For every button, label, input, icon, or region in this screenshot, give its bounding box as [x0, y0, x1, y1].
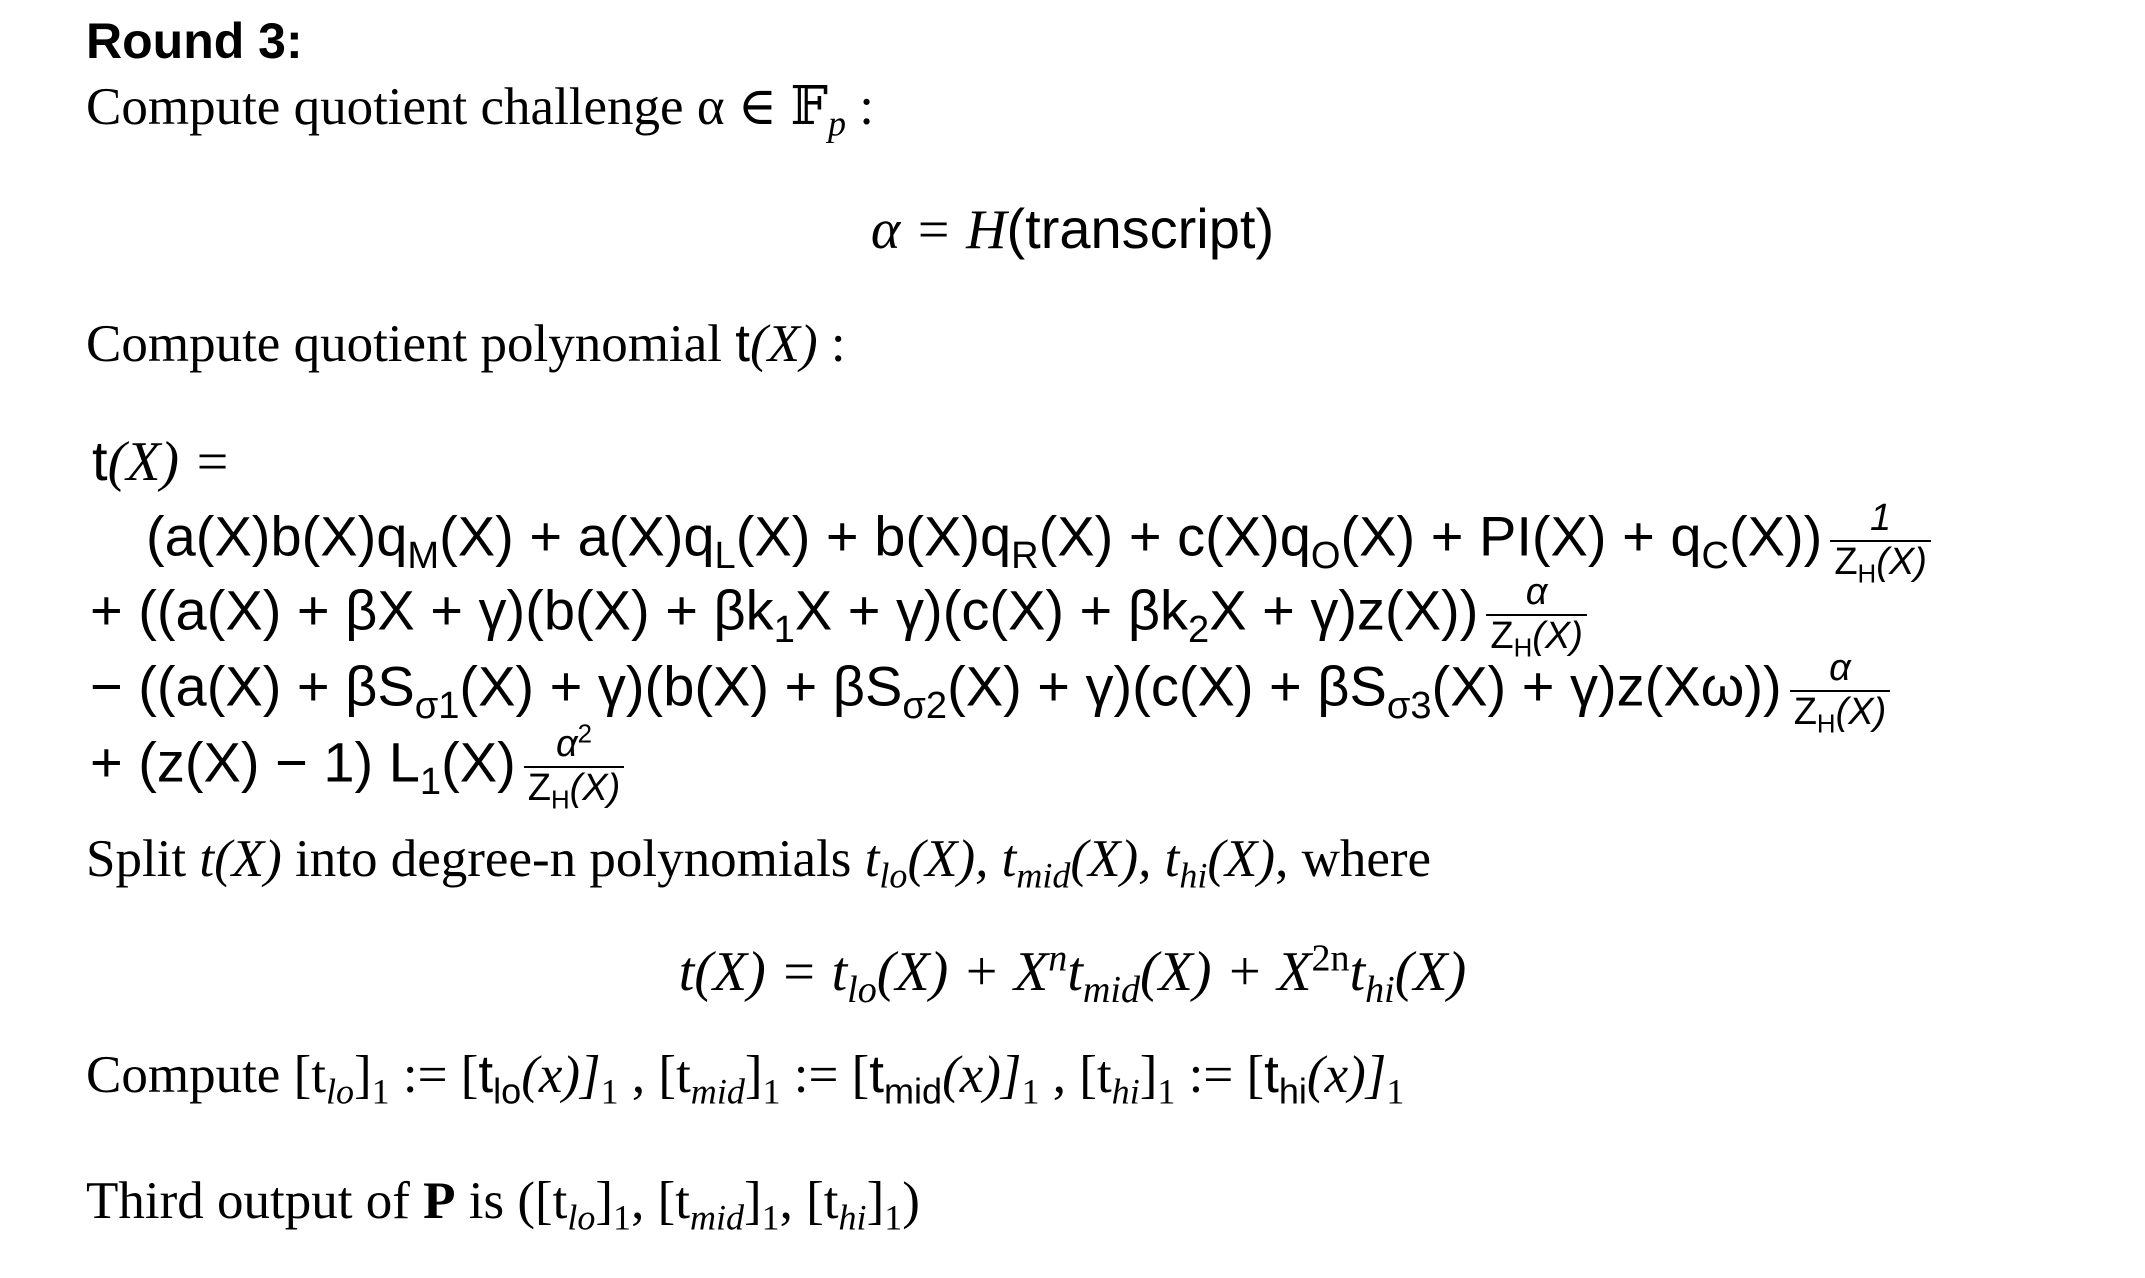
- frac4-den: [524, 766, 625, 815]
- t-line3-sub3: σ3: [1386, 684, 1432, 727]
- split-eq-d: (X) + X: [1140, 941, 1312, 1003]
- frac3-den-z: Z: [1793, 690, 1817, 733]
- commit-a-sub: 1: [371, 1071, 390, 1112]
- commit-x2-sub: 1: [1021, 1071, 1040, 1112]
- split-eq-b: (X) + X: [876, 941, 1049, 1003]
- split-tmid: t: [1001, 830, 1017, 888]
- frac1-den-sub: H: [1857, 560, 1877, 589]
- t-line1-f: (X)): [1729, 504, 1823, 568]
- commit-assign2: := [: [780, 1046, 870, 1104]
- t-line2-sub2: 2: [1188, 608, 1210, 651]
- commit-c: ]: [1139, 1046, 1158, 1104]
- t-line3-sub2: σ2: [902, 684, 948, 727]
- split-eq-c-sub: mid: [1082, 969, 1140, 1012]
- commit-x1: (x)]: [521, 1046, 601, 1104]
- fraction-alpha-squared-over-zh: [524, 720, 625, 815]
- commit-thi-sf: t: [1264, 1045, 1279, 1104]
- frac2-num: α: [1525, 571, 1548, 613]
- frac4-num-alpha: α: [555, 723, 578, 765]
- t-line4-sub: 1: [419, 760, 442, 803]
- split-eq-f: (X): [1394, 941, 1467, 1003]
- t-def-line-1: [146, 497, 1931, 589]
- output-c-sub: 1: [884, 1197, 903, 1238]
- t-line4-b: (X): [441, 730, 516, 794]
- frac4-den-sub: H: [550, 786, 570, 815]
- frac1-num: 1: [1870, 497, 1892, 539]
- t-line1-e: (X) + PI(X) + q: [1340, 504, 1702, 568]
- round-heading-text: Round 3:: [86, 13, 303, 69]
- commit-lo-sub: lo: [325, 1071, 354, 1112]
- commit-x3: (x)]: [1306, 1046, 1387, 1104]
- quotient-colon: :: [817, 315, 846, 373]
- split-tlo-sub: lo: [879, 855, 908, 896]
- commit-c-sub: 1: [1157, 1071, 1176, 1112]
- frac2-den-arg: (X): [1532, 614, 1583, 657]
- commit-tlo-sf-sub: lo: [493, 1070, 522, 1112]
- output-sep1: , [t: [631, 1172, 690, 1230]
- commit-assign3: := [: [1175, 1046, 1265, 1104]
- commit-tmid-sf-sub: mid: [884, 1070, 943, 1112]
- output-text-a: Third output of: [86, 1172, 424, 1230]
- split-sentence: [86, 830, 1432, 896]
- challenge-eq-lhs: α = H: [870, 199, 1007, 261]
- frac4-num: [524, 720, 625, 766]
- frac4-den-z: Z: [527, 766, 551, 809]
- field-subscript: p: [827, 103, 846, 144]
- output-close: ): [902, 1172, 920, 1230]
- frac3-num: α: [1829, 647, 1851, 689]
- commit-b: ]: [744, 1046, 763, 1104]
- t-line4-a: + (z(X) − 1) L: [90, 730, 420, 794]
- frac1-den-z: Z: [1834, 540, 1858, 583]
- round-heading: [86, 14, 303, 69]
- t-line3-d: (X) + γ)z(Xω)): [1431, 654, 1782, 718]
- commit-text: Compute [t: [86, 1046, 326, 1104]
- frac4-den-arg: (X): [569, 766, 621, 809]
- challenge-eq-arg: (transcript): [1006, 197, 1275, 260]
- t-line1-sub-c: C: [1701, 534, 1730, 577]
- t-line2-a: + ((a(X) + βX + γ)(b(X) + βk: [90, 578, 774, 642]
- quotient-intro: [86, 315, 846, 373]
- commit-sep1: , [t: [618, 1046, 691, 1104]
- t-def-line-4: [90, 720, 624, 815]
- commit-hi-sub: hi: [1111, 1071, 1140, 1112]
- split-text-c: , where: [1275, 830, 1432, 888]
- fraction-alpha-over-zh-2: [1790, 647, 1891, 739]
- frac3-den: [1790, 690, 1891, 739]
- commit-tmid-sf: t: [869, 1045, 885, 1104]
- challenge-equation: [0, 198, 2145, 262]
- commit-mid-sub: mid: [690, 1071, 745, 1112]
- challenge-intro-text: Compute quotient challenge α ∈ 𝔽: [86, 78, 828, 136]
- output-b-sub: 1: [761, 1197, 780, 1238]
- split-text-b: into degree-n polynomials: [281, 830, 865, 888]
- split-eq-e: t: [1349, 941, 1366, 1003]
- output-sep2: , [t: [779, 1172, 839, 1230]
- split-tmid-sub: mid: [1016, 855, 1071, 896]
- frac4-num-sup: 2: [577, 720, 592, 749]
- split-equation: [0, 937, 2145, 1012]
- t-def-line-3: [90, 647, 1890, 739]
- output-a: ]: [595, 1172, 614, 1230]
- split-eq-a: t(X) = t: [678, 941, 848, 1003]
- split-t: t(X): [199, 830, 282, 888]
- output-lo-sub: lo: [567, 1197, 596, 1238]
- frac3-den-arg: (X): [1835, 690, 1887, 733]
- split-eq-e-sub: hi: [1365, 969, 1395, 1012]
- commit-thi-sf-sub: hi: [1278, 1070, 1307, 1112]
- t-line2-b: X + γ)(c(X) + βk: [794, 578, 1189, 642]
- split-thi-arg: (X): [1207, 830, 1276, 888]
- commit-x1-sub: 1: [600, 1071, 619, 1112]
- challenge-intro-colon: :: [845, 78, 874, 136]
- fraction-1-over-zh: [1830, 497, 1931, 589]
- challenge-intro: [86, 78, 874, 144]
- frac2-den-sub: H: [1513, 634, 1533, 663]
- t-line1-sub-m: M: [407, 534, 440, 577]
- t-line3-c: (X) + γ)(c(X) + βS: [947, 654, 1387, 718]
- output-b: ]: [743, 1172, 762, 1230]
- commit-sentence: [86, 1045, 1405, 1112]
- output-c: ]: [866, 1172, 885, 1230]
- frac3-den-sub: H: [1816, 710, 1836, 739]
- split-eq-c: t: [1067, 941, 1083, 1003]
- t-line1-b: (X) + a(X)q: [439, 504, 715, 568]
- t-def-rest: (X) =: [107, 431, 231, 493]
- split-eq-a-sub: lo: [847, 969, 877, 1012]
- commit-sep2: , [t: [1039, 1046, 1112, 1104]
- t-def-line-2: [90, 571, 1587, 663]
- split-tlo: t: [864, 830, 880, 888]
- frac2-den-z: Z: [1490, 614, 1514, 657]
- t-line1-c: (X) + b(X)q: [735, 504, 1012, 568]
- t-line1-a: (a(X)b(X)q: [146, 504, 408, 568]
- t-line2-sub1: 1: [773, 608, 795, 651]
- split-eq-b-sup: n: [1048, 937, 1068, 980]
- frac1-den-arg: (X): [1876, 540, 1927, 583]
- commit-assign1: := [: [389, 1046, 479, 1104]
- commit-x2: (x)]: [942, 1046, 1022, 1104]
- split-eq-d-sup: 2n: [1311, 937, 1350, 980]
- commit-x3-sub: 1: [1386, 1071, 1405, 1112]
- t-line3-sub1: σ1: [414, 684, 460, 727]
- output-p: P: [423, 1172, 456, 1230]
- t-line1-sub-r: R: [1011, 534, 1039, 577]
- commit-tlo-sf: t: [478, 1045, 494, 1104]
- t-line1-d: (X) + c(X)q: [1038, 504, 1311, 568]
- commit-b-sub: 1: [762, 1071, 781, 1112]
- t-line2-c: X + γ)z(X)): [1209, 578, 1479, 642]
- output-hi-sub: hi: [838, 1197, 867, 1238]
- output-mid-sub: mid: [689, 1197, 744, 1238]
- split-tmid-arg: (X),: [1070, 830, 1165, 888]
- split-thi: t: [1164, 830, 1180, 888]
- quotient-intro-text: Compute quotient polynomial: [86, 315, 736, 373]
- output-text-b: is ([t: [455, 1172, 568, 1230]
- output-sentence: [86, 1172, 920, 1238]
- fraction-alpha-over-zh-1: [1486, 571, 1587, 663]
- output-a-sub: 1: [613, 1197, 632, 1238]
- t-def-t: t: [92, 429, 108, 492]
- commit-a: ]: [353, 1046, 372, 1104]
- split-thi-sub: hi: [1179, 855, 1208, 896]
- t-def-lhs: [92, 430, 231, 494]
- quotient-arg: (X): [749, 315, 818, 373]
- t-line1-sub-l: L: [714, 534, 736, 577]
- split-text-a: Split: [86, 830, 200, 888]
- quotient-t-symbol: t: [735, 314, 750, 373]
- t-line1-sub-o: O: [1310, 534, 1341, 577]
- split-tlo-arg: (X),: [907, 830, 1002, 888]
- frac1-den: [1830, 540, 1931, 589]
- t-line3-a: − ((a(X) + βS: [90, 654, 415, 718]
- t-line3-b: (X) + γ)(b(X) + βS: [459, 654, 903, 718]
